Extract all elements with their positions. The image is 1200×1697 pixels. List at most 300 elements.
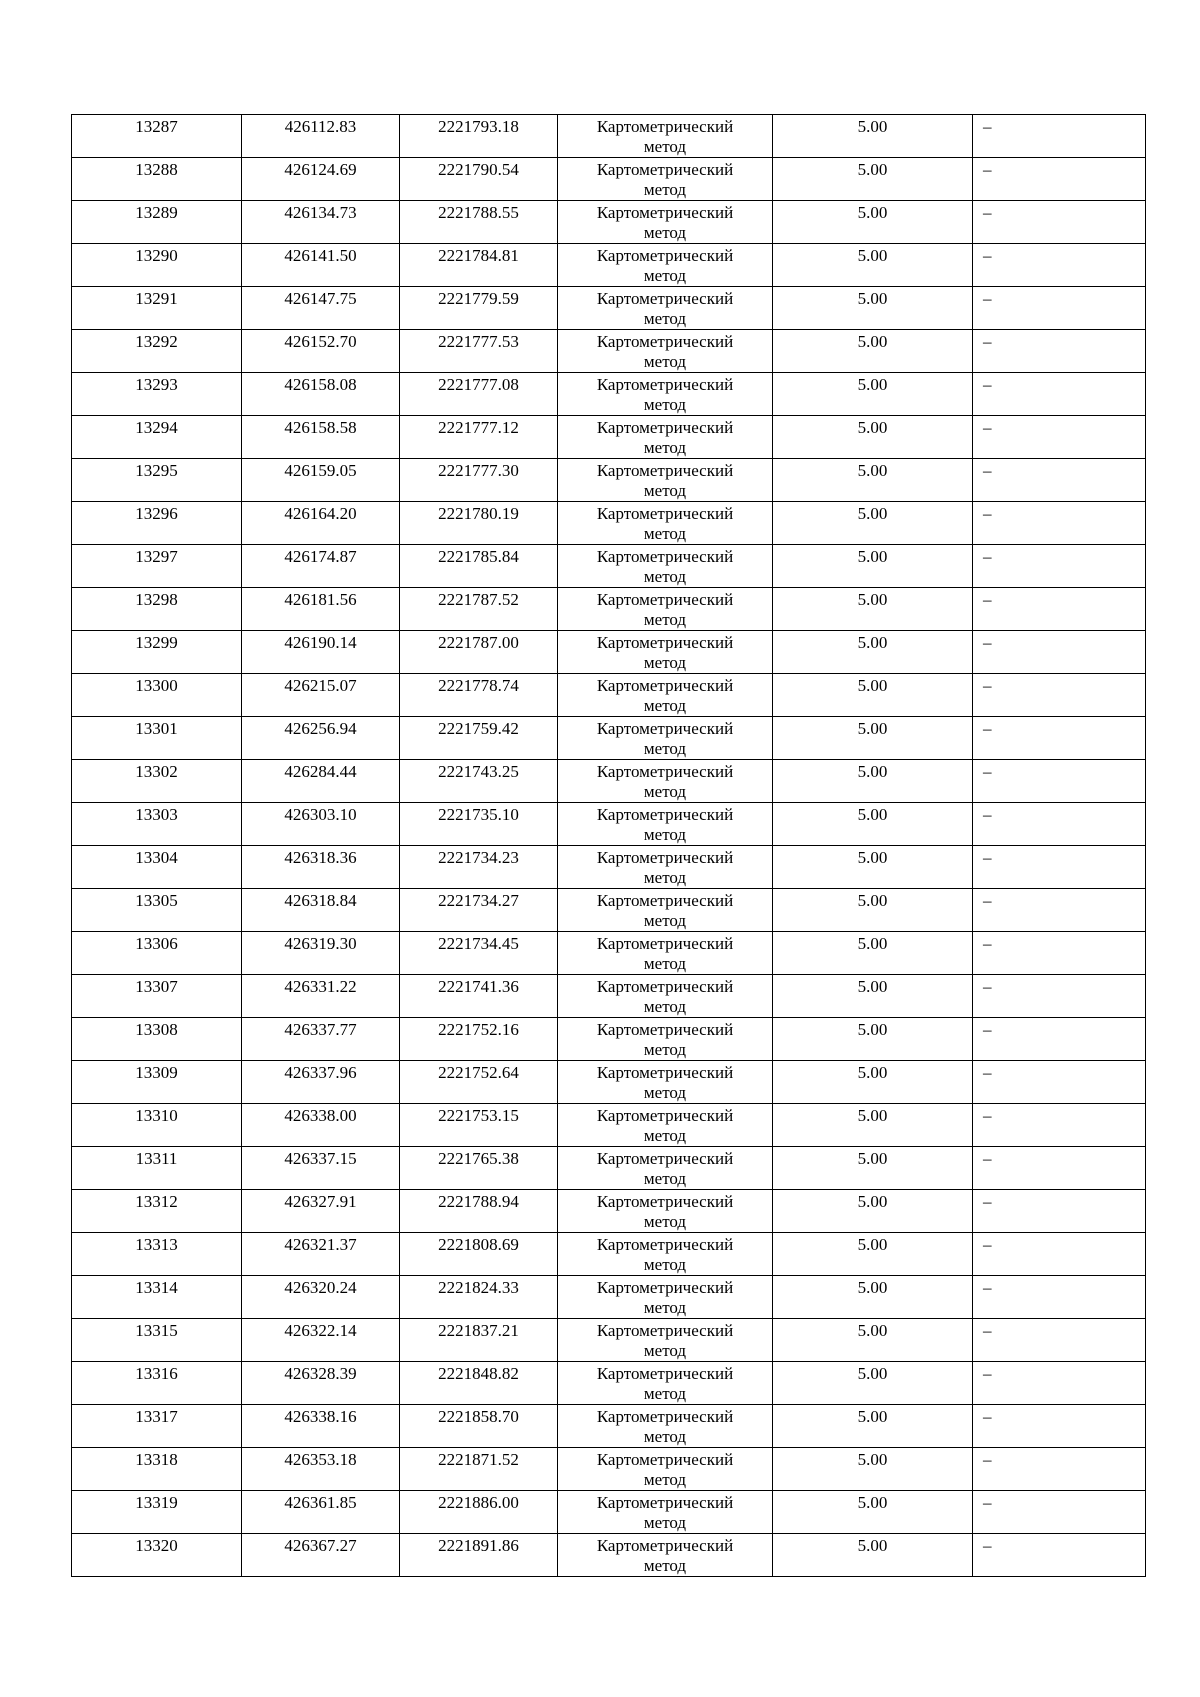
cell-coord-x: 426319.30 [242, 932, 400, 975]
cell-coord-y: 2221793.18 [400, 115, 558, 158]
cell-point-number: 13314 [72, 1276, 242, 1319]
cell-method [558, 760, 773, 803]
cell-coord-x: 426159.05 [242, 459, 400, 502]
method-line: метод [643, 1255, 687, 1274]
method-line: Картометрический [596, 590, 734, 609]
table-row [72, 201, 1146, 244]
method-line: метод [643, 1083, 687, 1102]
method-line: Картометрический [596, 332, 734, 351]
cell-coord-x: 426361.85 [242, 1491, 400, 1534]
method-line: Картометрический [596, 1450, 734, 1469]
cell-point-number: 13310 [72, 1104, 242, 1147]
cell-note: – [973, 631, 1146, 674]
method-line: Картометрический [596, 1192, 734, 1211]
table-row [72, 1147, 1146, 1190]
cell-method [558, 975, 773, 1018]
cell-method [558, 1104, 773, 1147]
cell-point-number: 13287 [72, 115, 242, 158]
cell-coord-y: 2221808.69 [400, 1233, 558, 1276]
cell-note: – [973, 1319, 1146, 1362]
cell-point-number: 13293 [72, 373, 242, 416]
cell-note: – [973, 115, 1146, 158]
cell-accuracy: 5.00 [773, 631, 973, 674]
cell-coord-y: 2221734.27 [400, 889, 558, 932]
table-row [72, 1104, 1146, 1147]
table-row [72, 674, 1146, 717]
cell-coord-x: 426181.56 [242, 588, 400, 631]
method-line: метод [643, 137, 687, 156]
cell-method [558, 459, 773, 502]
cell-point-number: 13318 [72, 1448, 242, 1491]
cell-coord-y: 2221735.10 [400, 803, 558, 846]
cell-point-number: 13307 [72, 975, 242, 1018]
cell-coord-x: 426337.77 [242, 1018, 400, 1061]
table-row [72, 1276, 1146, 1319]
cell-point-number: 13315 [72, 1319, 242, 1362]
method-line: метод [643, 911, 687, 930]
cell-coord-x: 426320.24 [242, 1276, 400, 1319]
method-line: Картометрический [596, 848, 734, 867]
cell-accuracy: 5.00 [773, 1147, 973, 1190]
cell-point-number: 13309 [72, 1061, 242, 1104]
cell-point-number: 13302 [72, 760, 242, 803]
cell-point-number: 13313 [72, 1233, 242, 1276]
cell-point-number: 13290 [72, 244, 242, 287]
cell-note: – [973, 1362, 1146, 1405]
cell-point-number: 13312 [72, 1190, 242, 1233]
cell-coord-y: 2221734.45 [400, 932, 558, 975]
cell-point-number: 13295 [72, 459, 242, 502]
cell-accuracy: 5.00 [773, 803, 973, 846]
cell-note: – [973, 244, 1146, 287]
cell-coord-y: 2221886.00 [400, 1491, 558, 1534]
method-line: метод [643, 1212, 687, 1231]
cell-point-number: 13300 [72, 674, 242, 717]
cell-point-number: 13298 [72, 588, 242, 631]
method-line: метод [643, 352, 687, 371]
cell-coord-y: 2221787.00 [400, 631, 558, 674]
method-line: метод [643, 567, 687, 586]
method-line: метод [643, 954, 687, 973]
cell-method [558, 201, 773, 244]
cell-point-number: 13320 [72, 1534, 242, 1577]
cell-coord-x: 426215.07 [242, 674, 400, 717]
cell-coord-y: 2221837.21 [400, 1319, 558, 1362]
cell-point-number: 13288 [72, 158, 242, 201]
table-row [72, 1405, 1146, 1448]
table-row [72, 803, 1146, 846]
coordinate-table-body [72, 115, 1146, 1577]
cell-coord-x: 426337.96 [242, 1061, 400, 1104]
cell-accuracy: 5.00 [773, 1276, 973, 1319]
method-line: Картометрический [596, 504, 734, 523]
table-row [72, 889, 1146, 932]
table-row [72, 1018, 1146, 1061]
cell-accuracy: 5.00 [773, 760, 973, 803]
cell-method [558, 287, 773, 330]
cell-note: – [973, 330, 1146, 373]
cell-accuracy: 5.00 [773, 1362, 973, 1405]
cell-method [558, 932, 773, 975]
cell-method [558, 502, 773, 545]
table-row [72, 545, 1146, 588]
cell-accuracy: 5.00 [773, 287, 973, 330]
method-line: Картометрический [596, 547, 734, 566]
cell-point-number: 13305 [72, 889, 242, 932]
method-line: Картометрический [596, 117, 734, 136]
method-line: Картометрический [596, 977, 734, 996]
cell-coord-x: 426321.37 [242, 1233, 400, 1276]
cell-accuracy: 5.00 [773, 201, 973, 244]
cell-note: – [973, 717, 1146, 760]
method-line: метод [643, 997, 687, 1016]
cell-coord-y: 2221790.54 [400, 158, 558, 201]
cell-note: – [973, 1061, 1146, 1104]
cell-coord-x: 426164.20 [242, 502, 400, 545]
cell-coord-x: 426158.58 [242, 416, 400, 459]
cell-method [558, 416, 773, 459]
table-row [72, 631, 1146, 674]
cell-accuracy: 5.00 [773, 115, 973, 158]
table-row [72, 330, 1146, 373]
cell-note: – [973, 1405, 1146, 1448]
cell-coord-x: 426327.91 [242, 1190, 400, 1233]
method-line: Картометрический [596, 1407, 734, 1426]
table-row [72, 1233, 1146, 1276]
cell-coord-y: 2221765.38 [400, 1147, 558, 1190]
cell-method [558, 717, 773, 760]
method-line: Картометрический [596, 160, 734, 179]
cell-accuracy: 5.00 [773, 1018, 973, 1061]
cell-coord-x: 426338.16 [242, 1405, 400, 1448]
method-line: метод [643, 1513, 687, 1532]
cell-point-number: 13316 [72, 1362, 242, 1405]
method-line: Картометрический [596, 762, 734, 781]
table-row [72, 588, 1146, 631]
method-line: Картометрический [596, 1536, 734, 1555]
cell-coord-y: 2221891.86 [400, 1534, 558, 1577]
method-line: Картометрический [596, 1106, 734, 1125]
cell-method [558, 1061, 773, 1104]
method-line: метод [643, 868, 687, 887]
cell-coord-x: 426174.87 [242, 545, 400, 588]
table-row [72, 846, 1146, 889]
method-line: метод [643, 438, 687, 457]
table-row [72, 1534, 1146, 1577]
table-row [72, 1448, 1146, 1491]
table-row [72, 158, 1146, 201]
cell-note: – [973, 1190, 1146, 1233]
table-row [72, 459, 1146, 502]
method-line: Картометрический [596, 934, 734, 953]
cell-point-number: 13303 [72, 803, 242, 846]
method-line: метод [643, 1341, 687, 1360]
method-line: метод [643, 1169, 687, 1188]
cell-point-number: 13296 [72, 502, 242, 545]
method-line: метод [643, 1040, 687, 1059]
cell-method [558, 1190, 773, 1233]
cell-accuracy: 5.00 [773, 1190, 973, 1233]
cell-method [558, 330, 773, 373]
cell-method [558, 545, 773, 588]
cell-note: – [973, 416, 1146, 459]
cell-method [558, 373, 773, 416]
cell-coord-y: 2221788.94 [400, 1190, 558, 1233]
cell-coord-y: 2221858.70 [400, 1405, 558, 1448]
cell-method [558, 1233, 773, 1276]
cell-note: – [973, 502, 1146, 545]
cell-accuracy: 5.00 [773, 373, 973, 416]
method-line: Картометрический [596, 1063, 734, 1082]
cell-method [558, 1147, 773, 1190]
cell-method [558, 631, 773, 674]
cell-point-number: 13306 [72, 932, 242, 975]
cell-coord-x: 426318.36 [242, 846, 400, 889]
coordinate-table [71, 114, 1146, 1577]
method-line: метод [643, 1556, 687, 1575]
method-line: Картометрический [596, 633, 734, 652]
table-row [72, 1190, 1146, 1233]
table-row [72, 1491, 1146, 1534]
cell-coord-x: 426158.08 [242, 373, 400, 416]
cell-note: – [973, 545, 1146, 588]
cell-point-number: 13294 [72, 416, 242, 459]
method-line: метод [643, 610, 687, 629]
cell-note: – [973, 1147, 1146, 1190]
cell-coord-x: 426256.94 [242, 717, 400, 760]
cell-note: – [973, 1233, 1146, 1276]
method-line: Картометрический [596, 1149, 734, 1168]
cell-coord-y: 2221779.59 [400, 287, 558, 330]
method-line: метод [643, 1384, 687, 1403]
method-line: Картометрический [596, 418, 734, 437]
cell-coord-x: 426353.18 [242, 1448, 400, 1491]
cell-coord-y: 2221743.25 [400, 760, 558, 803]
table-row [72, 244, 1146, 287]
cell-coord-x: 426124.69 [242, 158, 400, 201]
cell-coord-x: 426303.10 [242, 803, 400, 846]
cell-note: – [973, 846, 1146, 889]
cell-method [558, 803, 773, 846]
cell-coord-y: 2221777.08 [400, 373, 558, 416]
table-row [72, 975, 1146, 1018]
cell-coord-y: 2221784.81 [400, 244, 558, 287]
cell-accuracy: 5.00 [773, 158, 973, 201]
method-line: метод [643, 1126, 687, 1145]
cell-method [558, 1534, 773, 1577]
cell-point-number: 13291 [72, 287, 242, 330]
cell-accuracy: 5.00 [773, 545, 973, 588]
cell-coord-y: 2221753.15 [400, 1104, 558, 1147]
cell-point-number: 13317 [72, 1405, 242, 1448]
method-line: метод [643, 825, 687, 844]
cell-accuracy: 5.00 [773, 846, 973, 889]
cell-point-number: 13297 [72, 545, 242, 588]
cell-note: – [973, 373, 1146, 416]
method-line: Картометрический [596, 1493, 734, 1512]
cell-accuracy: 5.00 [773, 1061, 973, 1104]
cell-note: – [973, 889, 1146, 932]
method-line: Картометрический [596, 676, 734, 695]
cell-accuracy: 5.00 [773, 1104, 973, 1147]
cell-coord-y: 2221788.55 [400, 201, 558, 244]
cell-accuracy: 5.00 [773, 975, 973, 1018]
method-line: метод [643, 395, 687, 414]
method-line: метод [643, 481, 687, 500]
cell-coord-x: 426337.15 [242, 1147, 400, 1190]
cell-point-number: 13308 [72, 1018, 242, 1061]
cell-note: – [973, 1448, 1146, 1491]
method-line: метод [643, 223, 687, 242]
cell-coord-y: 2221780.19 [400, 502, 558, 545]
cell-method [558, 1018, 773, 1061]
cell-coord-x: 426190.14 [242, 631, 400, 674]
cell-method [558, 588, 773, 631]
cell-accuracy: 5.00 [773, 1405, 973, 1448]
table-row [72, 1061, 1146, 1104]
method-line: метод [643, 696, 687, 715]
cell-note: – [973, 975, 1146, 1018]
cell-coord-x: 426141.50 [242, 244, 400, 287]
cell-note: – [973, 803, 1146, 846]
cell-point-number: 13289 [72, 201, 242, 244]
cell-coord-y: 2221752.64 [400, 1061, 558, 1104]
cell-method [558, 1405, 773, 1448]
cell-note: – [973, 287, 1146, 330]
cell-method [558, 115, 773, 158]
cell-accuracy: 5.00 [773, 416, 973, 459]
method-line: метод [643, 524, 687, 543]
cell-note: – [973, 588, 1146, 631]
cell-coord-x: 426331.22 [242, 975, 400, 1018]
method-line: метод [643, 739, 687, 758]
cell-point-number: 13301 [72, 717, 242, 760]
table-row [72, 760, 1146, 803]
method-line: Картометрический [596, 805, 734, 824]
table-row [72, 502, 1146, 545]
cell-accuracy: 5.00 [773, 1319, 973, 1362]
cell-accuracy: 5.00 [773, 502, 973, 545]
table-row [72, 416, 1146, 459]
method-line: метод [643, 180, 687, 199]
method-line: Картометрический [596, 1235, 734, 1254]
cell-coord-x: 426112.83 [242, 115, 400, 158]
method-line: метод [643, 309, 687, 328]
method-line: Картометрический [596, 461, 734, 480]
method-line: Картометрический [596, 1364, 734, 1383]
cell-method [558, 1491, 773, 1534]
cell-note: – [973, 158, 1146, 201]
cell-coord-y: 2221777.30 [400, 459, 558, 502]
table-row [72, 287, 1146, 330]
method-line: Картометрический [596, 1278, 734, 1297]
method-line: метод [643, 782, 687, 801]
method-line: метод [643, 653, 687, 672]
cell-method [558, 1362, 773, 1405]
cell-note: – [973, 760, 1146, 803]
cell-coord-y: 2221752.16 [400, 1018, 558, 1061]
cell-method [558, 889, 773, 932]
cell-note: – [973, 1104, 1146, 1147]
method-line: Картометрический [596, 891, 734, 910]
method-line: метод [643, 1427, 687, 1446]
cell-method [558, 1319, 773, 1362]
cell-method [558, 674, 773, 717]
cell-accuracy: 5.00 [773, 1448, 973, 1491]
cell-note: – [973, 201, 1146, 244]
cell-coord-x: 426284.44 [242, 760, 400, 803]
cell-coord-x: 426152.70 [242, 330, 400, 373]
cell-point-number: 13304 [72, 846, 242, 889]
method-line: Картометрический [596, 375, 734, 394]
cell-method [558, 1276, 773, 1319]
cell-point-number: 13299 [72, 631, 242, 674]
table-row [72, 717, 1146, 760]
cell-accuracy: 5.00 [773, 1491, 973, 1534]
cell-accuracy: 5.00 [773, 1233, 973, 1276]
cell-coord-y: 2221824.33 [400, 1276, 558, 1319]
table-row [72, 373, 1146, 416]
cell-point-number: 13292 [72, 330, 242, 373]
cell-accuracy: 5.00 [773, 459, 973, 502]
cell-coord-x: 426147.75 [242, 287, 400, 330]
cell-coord-x: 426367.27 [242, 1534, 400, 1577]
cell-note: – [973, 932, 1146, 975]
cell-accuracy: 5.00 [773, 330, 973, 373]
cell-coord-y: 2221787.52 [400, 588, 558, 631]
cell-accuracy: 5.00 [773, 889, 973, 932]
cell-coord-x: 426338.00 [242, 1104, 400, 1147]
method-line: Картометрический [596, 203, 734, 222]
cell-point-number: 13311 [72, 1147, 242, 1190]
cell-method [558, 158, 773, 201]
cell-coord-x: 426328.39 [242, 1362, 400, 1405]
cell-method [558, 846, 773, 889]
method-line: Картометрический [596, 1321, 734, 1340]
method-line: Картометрический [596, 246, 734, 265]
method-line: метод [643, 1470, 687, 1489]
cell-coord-y: 2221777.12 [400, 416, 558, 459]
method-line: метод [643, 1298, 687, 1317]
cell-accuracy: 5.00 [773, 244, 973, 287]
cell-method [558, 1448, 773, 1491]
cell-coord-y: 2221734.23 [400, 846, 558, 889]
cell-note: – [973, 1534, 1146, 1577]
method-line: Картометрический [596, 1020, 734, 1039]
table-row [72, 1362, 1146, 1405]
cell-accuracy: 5.00 [773, 1534, 973, 1577]
cell-note: – [973, 459, 1146, 502]
cell-accuracy: 5.00 [773, 674, 973, 717]
cell-coord-y: 2221759.42 [400, 717, 558, 760]
cell-method [558, 244, 773, 287]
method-line: метод [643, 266, 687, 285]
method-line: Картометрический [596, 289, 734, 308]
cell-coord-y: 2221871.52 [400, 1448, 558, 1491]
table-row [72, 115, 1146, 158]
table-row [72, 932, 1146, 975]
cell-accuracy: 5.00 [773, 588, 973, 631]
cell-coord-x: 426318.84 [242, 889, 400, 932]
cell-coord-y: 2221741.36 [400, 975, 558, 1018]
cell-note: – [973, 1018, 1146, 1061]
cell-coord-y: 2221785.84 [400, 545, 558, 588]
table-row [72, 1319, 1146, 1362]
method-line: Картометрический [596, 719, 734, 738]
cell-coord-y: 2221848.82 [400, 1362, 558, 1405]
cell-coord-y: 2221777.53 [400, 330, 558, 373]
cell-accuracy: 5.00 [773, 932, 973, 975]
